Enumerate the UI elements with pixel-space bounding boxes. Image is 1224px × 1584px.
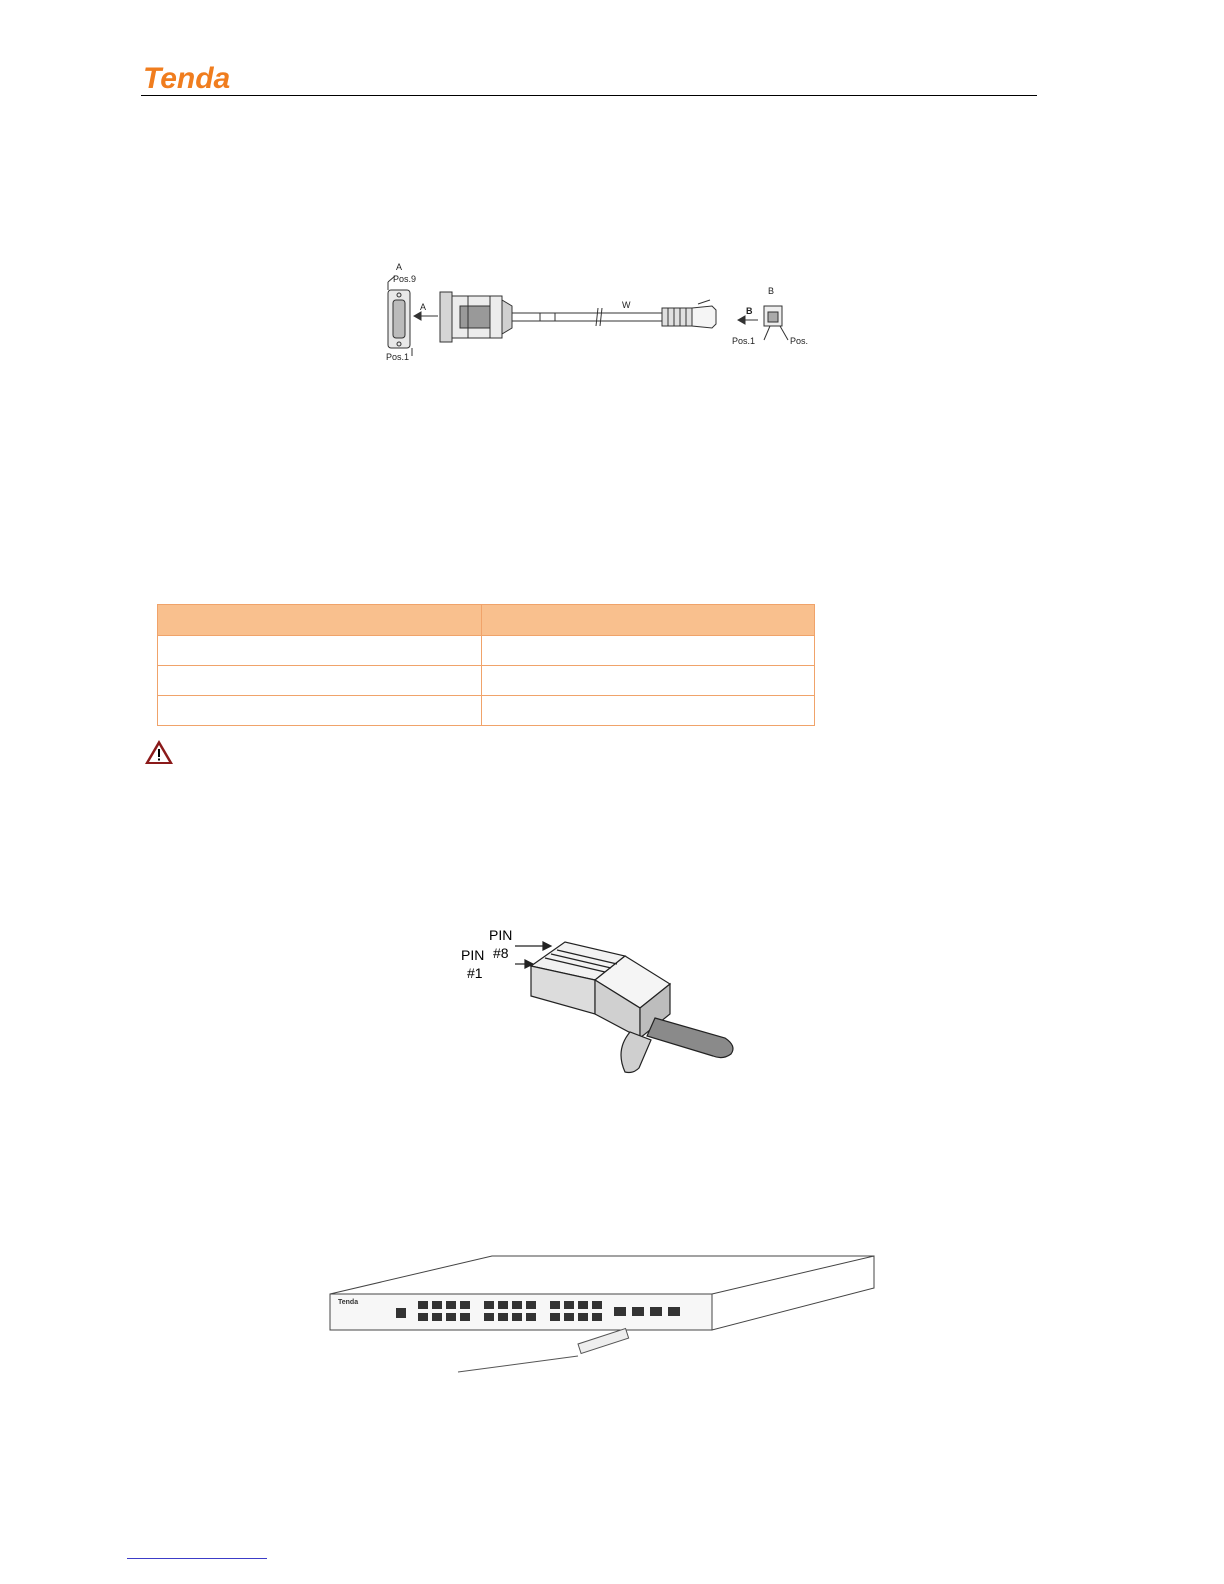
switch-brand-text: Tenda <box>338 1299 359 1306</box>
label-b-top: B <box>768 286 775 296</box>
ethernet-port <box>446 1313 456 1321</box>
table-header-cell <box>158 605 482 636</box>
switch-figure <box>326 1252 878 1382</box>
label-a-top: A <box>396 262 403 272</box>
sfp-port <box>632 1307 644 1316</box>
table-header-cell <box>482 605 815 636</box>
table-row <box>158 666 815 696</box>
ethernet-port <box>484 1301 494 1309</box>
ethernet-port <box>418 1301 428 1309</box>
label-pin1: #1 <box>467 965 483 981</box>
ethernet-port <box>564 1301 574 1309</box>
ethernet-port <box>498 1301 508 1309</box>
ethernet-port <box>592 1313 602 1321</box>
ethernet-port <box>432 1313 442 1321</box>
sfp-port <box>614 1307 626 1316</box>
ethernet-port <box>484 1313 494 1321</box>
label-pos9: Pos.9 <box>393 274 417 284</box>
footer-link-underline <box>127 1558 267 1559</box>
table-cell <box>482 636 815 666</box>
sfp-port <box>650 1307 662 1316</box>
rj45-plug-figure <box>455 922 755 1082</box>
label-b-arrow: B <box>746 306 753 316</box>
ethernet-port <box>512 1301 522 1309</box>
sfp-port <box>668 1307 680 1316</box>
ethernet-port <box>550 1313 560 1321</box>
ethernet-port <box>460 1301 470 1309</box>
label-pin-top: PIN <box>489 927 513 943</box>
table-header-row <box>158 605 815 636</box>
ethernet-port <box>550 1301 560 1309</box>
table-cell <box>482 696 815 726</box>
warning-triangle-icon <box>143 738 175 766</box>
ethernet-port <box>564 1313 574 1321</box>
ethernet-port <box>526 1313 536 1321</box>
label-pos1-right: Pos.1 <box>732 336 756 346</box>
table-row <box>158 696 815 726</box>
brand-name: Tenda <box>143 62 231 94</box>
ethernet-port <box>446 1301 456 1309</box>
table-cell <box>158 636 482 666</box>
ethernet-port <box>578 1313 588 1321</box>
label-pin-left: PIN <box>461 947 485 963</box>
console-cable-figure <box>380 256 820 372</box>
table-cell <box>158 666 482 696</box>
table-cell <box>158 696 482 726</box>
ethernet-port <box>432 1301 442 1309</box>
ethernet-port <box>498 1313 508 1321</box>
console-port <box>396 1308 406 1318</box>
header-divider <box>141 95 1037 96</box>
table-cell <box>482 666 815 696</box>
ethernet-port <box>578 1301 588 1309</box>
label-a-arrow: A <box>420 302 427 312</box>
label-w: W <box>622 300 631 310</box>
table-row <box>158 636 815 666</box>
ethernet-port <box>418 1313 428 1321</box>
label-pos-right: Pos. <box>790 336 809 346</box>
tenda-logo <box>141 62 249 94</box>
ethernet-port <box>512 1313 522 1321</box>
label-pin8: #8 <box>493 945 509 961</box>
ethernet-port <box>526 1301 536 1309</box>
ethernet-port <box>460 1313 470 1321</box>
spec-table <box>157 604 815 726</box>
label-pos1-left: Pos.1 <box>386 352 410 362</box>
ethernet-port <box>592 1301 602 1309</box>
